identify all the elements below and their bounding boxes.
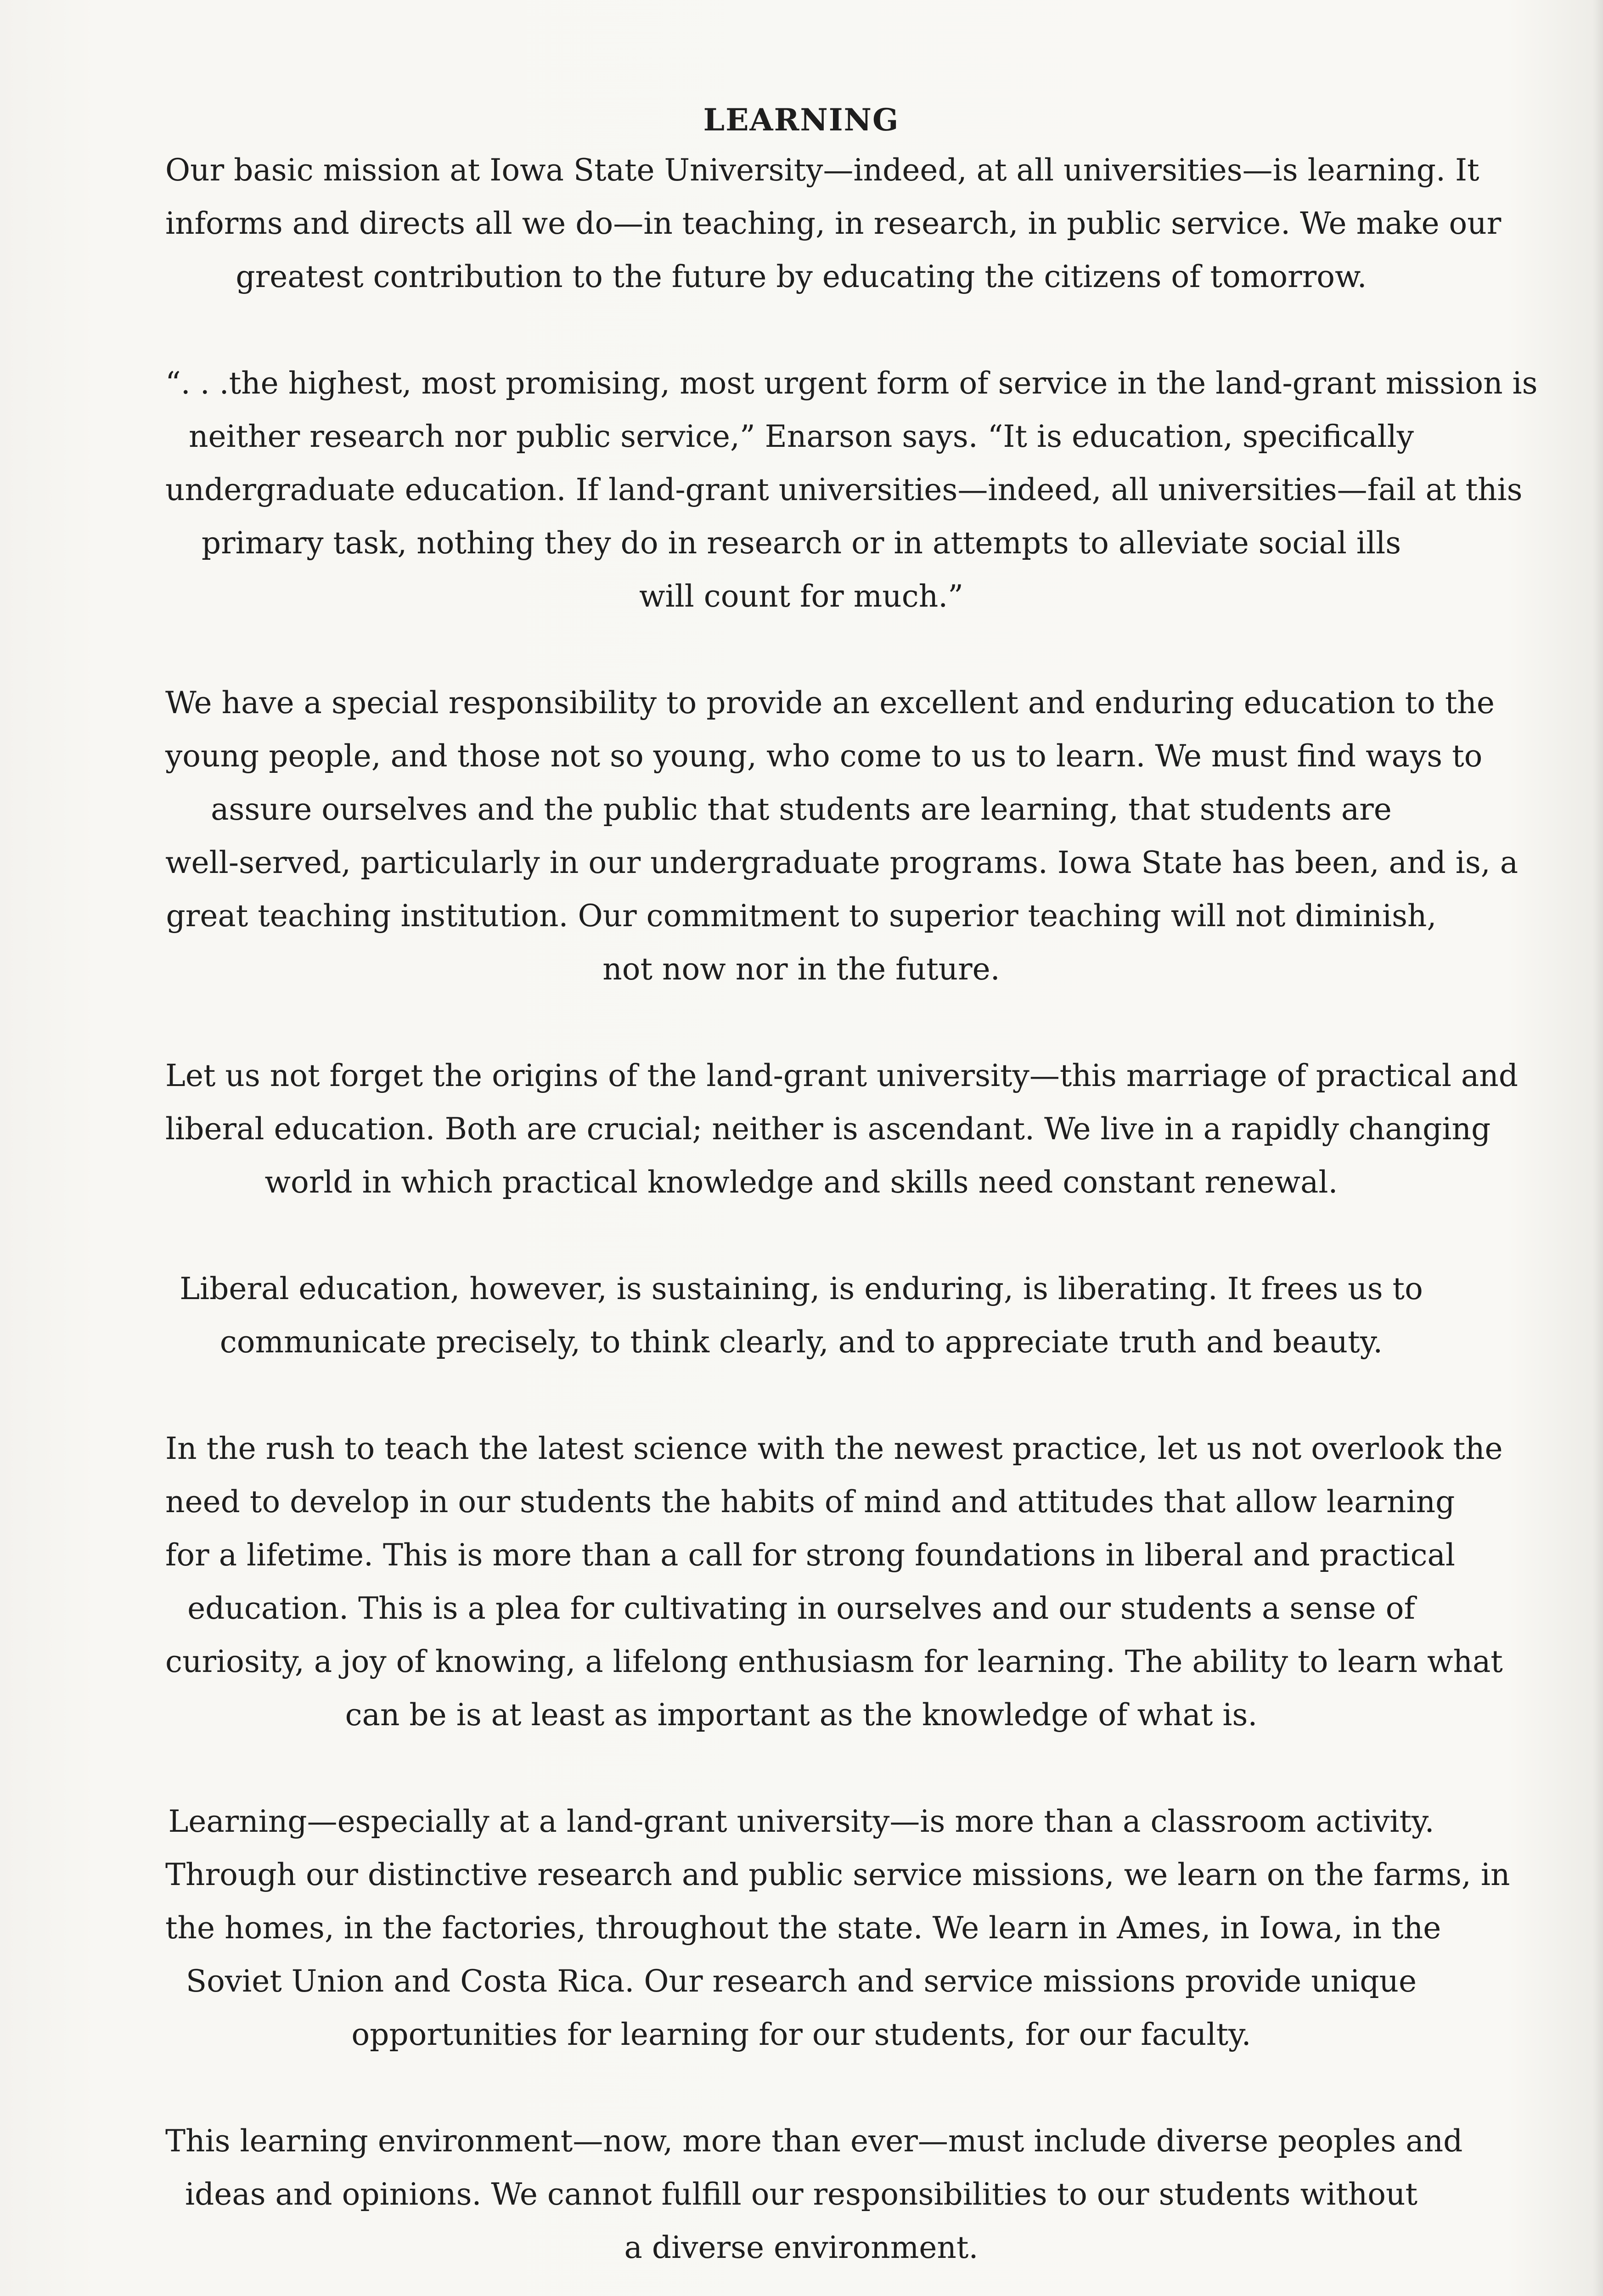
paragraph-origins bbox=[165, 1049, 1519, 1209]
text-line: Soviet Union and Costa Rica. Our research and service missions provide unique bbox=[186, 1964, 1417, 1999]
text-line: opportunities for learning for our students, for our faculty. bbox=[351, 2017, 1251, 2052]
text-line: In the rush to teach the latest science with the newest practice, let us not overlook the bbox=[165, 1431, 1503, 1466]
paragraph-liberal-education bbox=[165, 1262, 1437, 1369]
text-line: will count for much.” bbox=[639, 579, 963, 614]
text-line: liberal education. Both are crucial; neither is ascendant. We live in a rapidly changing bbox=[165, 1111, 1491, 1147]
text-line: Liberal education, however, is sustaining, is enduring, is liberating. It frees us to bbox=[180, 1271, 1423, 1306]
document-title: LEARNING bbox=[703, 102, 900, 138]
text-line: undergraduate education. If land-grant universities—indeed, all universities—fail at this bbox=[165, 472, 1523, 507]
paragraph-land-grant-learning bbox=[165, 1795, 1510, 2061]
text-line: Let us not forget the origins of the land-grant university—this marriage of practical and bbox=[165, 1058, 1519, 1093]
text-line: education. This is a plea for cultivating in ourselves and our students a sense of bbox=[187, 1591, 1415, 1626]
text-line: informs and directs all we do—in teaching, in research, in public service. We make our bbox=[165, 206, 1502, 241]
paragraph-spacer bbox=[165, 2061, 1437, 2115]
text-line: We have a special responsibility to provide an excellent and enduring education to the bbox=[165, 685, 1495, 720]
page-edge-shadow bbox=[1593, 0, 1603, 2296]
text-line: need to develop in our students the habits of mind and attitudes that allow learning bbox=[165, 1484, 1455, 1519]
text-line: world in which practical knowledge and skills need constant renewal. bbox=[264, 1165, 1338, 1200]
text-line: the homes, in the factories, throughout the state. We learn in Ames, in Iowa, in the bbox=[165, 1910, 1441, 1946]
paragraph-spacer bbox=[165, 1209, 1437, 1262]
text-line: greatest contribution to the future by educating the citizens of tomorrow. bbox=[236, 259, 1367, 294]
text-line: curiosity, a joy of knowing, a lifelong enthusiasm for learning. The ability to learn what bbox=[165, 1644, 1503, 1679]
text-line: This learning environment—now, more than ever—must include diverse peoples and bbox=[165, 2123, 1463, 2159]
paragraph-spacer bbox=[165, 304, 1437, 357]
paragraph-responsibility bbox=[165, 676, 1519, 996]
text-line: Through our distinctive research and public service missions, we learn on the farms, in bbox=[165, 1857, 1510, 1892]
text-line: not now nor in the future. bbox=[602, 951, 1000, 987]
text-line: ideas and opinions. We cannot fulfill our responsibilities to our students without bbox=[185, 2177, 1418, 2212]
document-body bbox=[165, 99, 1538, 2274]
text-line: communicate precisely, to think clearly, and to appreciate truth and beauty. bbox=[219, 1324, 1383, 1360]
text-line: a diverse environment. bbox=[624, 2230, 979, 2265]
paragraph-spacer bbox=[165, 623, 1437, 676]
paragraph-enarson-quote bbox=[165, 357, 1538, 623]
paragraph-diverse-environment bbox=[165, 2115, 1463, 2274]
text-line: neither research nor public service,” Enarson says. “It is education, specifically bbox=[188, 419, 1414, 454]
text-line: primary task, nothing they do in research or in attempts to alleviate social ills bbox=[201, 525, 1401, 561]
text-line: “. . .the highest, most promising, most urgent form of service in the land-grant mission is bbox=[165, 366, 1538, 401]
paragraph-lifelong-learning bbox=[165, 1422, 1503, 1742]
paragraph-spacer bbox=[165, 1369, 1437, 1422]
text-line: young people, and those not so young, who come to us to learn. We must find ways to bbox=[165, 738, 1483, 774]
paragraph-spacer bbox=[165, 996, 1437, 1049]
text-line: great teaching institution. Our commitment to superior teaching will not diminish, bbox=[166, 898, 1437, 934]
text-line: well-served, particularly in our undergraduate programs. Iowa State has been, and is, a bbox=[165, 845, 1519, 880]
text-line: for a lifetime. This is more than a call for strong foundations in liberal and practical bbox=[165, 1537, 1455, 1573]
text-line: Our basic mission at Iowa State University—indeed, at all universities—is learning. It bbox=[165, 152, 1479, 188]
text-line: assure ourselves and the public that students are learning, that students are bbox=[211, 792, 1392, 827]
paragraph-spacer bbox=[165, 1742, 1437, 1795]
text-line: Learning—especially at a land-grant university—is more than a classroom activity. bbox=[168, 1804, 1434, 1839]
text-line: can be is at least as important as the knowledge of what is. bbox=[345, 1697, 1258, 1733]
paragraph-mission bbox=[165, 144, 1502, 304]
